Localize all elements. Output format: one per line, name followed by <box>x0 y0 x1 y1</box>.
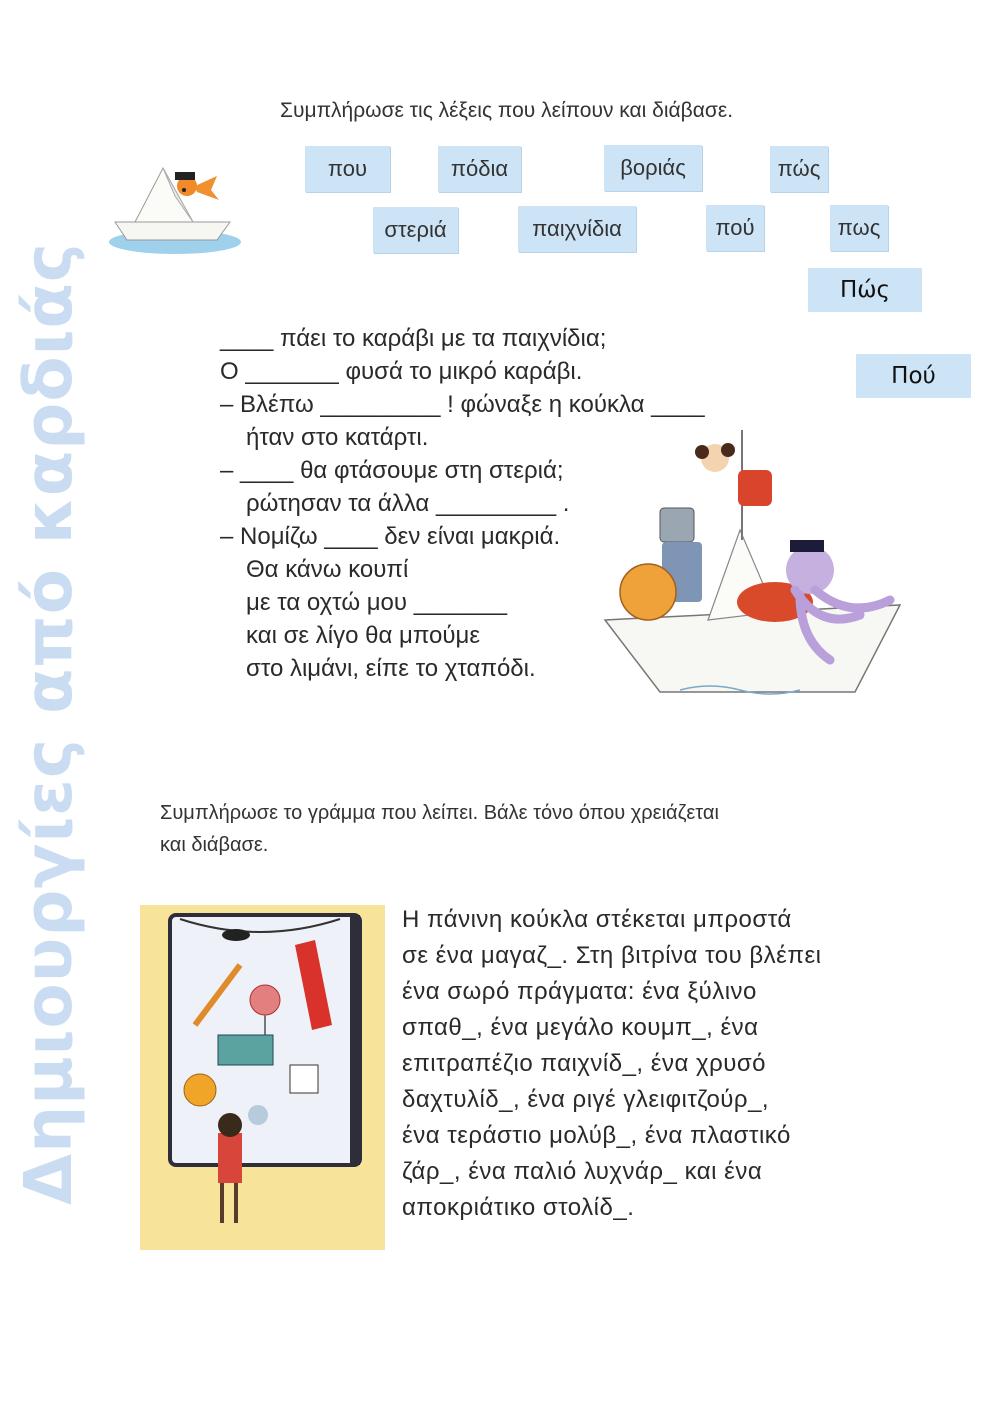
side-title: Δημιουργίες από καρδιάς <box>10 242 87 1205</box>
poem-line: στο λιμάνι, είπε το χταπόδι. <box>246 655 536 682</box>
answer-chip[interactable]: Πού <box>856 354 971 398</box>
poem-line: ήταν στο κατάρτι. <box>246 424 429 451</box>
word-chip[interactable]: παιχνίδια <box>518 206 636 252</box>
poem-line: – ____ θα φτάσουμε στη στεριά; <box>220 457 564 484</box>
answer-chip[interactable]: Πώς <box>808 268 922 312</box>
shop-window-illustration <box>140 905 385 1250</box>
shop-text <box>402 902 821 1226</box>
word-chip[interactable]: πώς <box>770 146 828 192</box>
poem-line: Θα κάνω κουπί <box>246 556 409 583</box>
poem-line: – Βλέπω _________ ! φώναξε η κούκλα ____ <box>220 391 705 418</box>
section1-instruction: Συμπλήρωσε τις λέξεις που λείπουν και διάβασε. <box>280 99 734 122</box>
text-line: ένα σωρό πράγματα: ένα ξύλινο <box>402 978 757 1005</box>
word-chip[interactable]: που <box>305 146 390 192</box>
word-chip[interactable]: πού <box>706 205 764 251</box>
word-chip[interactable]: πόδια <box>438 146 521 192</box>
poem-line: με τα οχτώ μου _______ <box>246 589 508 616</box>
text-line: αποκριάτικο στολίδ_. <box>402 1194 635 1221</box>
paper-boat-illustration <box>105 150 245 260</box>
text-line: ζάρ_, ένα παλιό λυχνάρ_ και ένα <box>402 1158 763 1185</box>
text-line: σπαθ_, ένα μεγάλο κουμπ_, ένα <box>402 1014 759 1041</box>
word-chip[interactable]: βοριάς <box>604 145 702 191</box>
poem-line: – Νομίζω ____ δεν είναι μακριά. <box>220 523 561 550</box>
text-line: σε ένα μαγαζ_. Στη βιτρίνα του βλέπει <box>402 942 822 969</box>
toy-boat-illustration <box>600 430 910 720</box>
text-line: επιτραπέζιο παιχνίδ_, ένα χρυσό <box>402 1050 767 1077</box>
text-line: ένα τεράστιο μολύβ_, ένα πλαστικό <box>402 1122 791 1149</box>
instruction-line: και διάβασε. <box>160 834 269 856</box>
poem-line: ρώτησαν τα άλλα _________ . <box>246 490 570 517</box>
poem-line: και σε λίγο θα μπούμε <box>246 622 481 649</box>
word-chip[interactable]: στεριά <box>373 207 458 253</box>
instruction-line: Συμπλήρωσε το γράμμα που λείπει. Βάλε τόνο όπου χρειάζεται <box>160 802 719 824</box>
text-line: Η πάνινη κούκλα στέκεται μπροστά <box>402 906 792 933</box>
text-line: δαχτυλίδ_, ένα ριγέ γλειφιτζούρ_, <box>402 1086 770 1113</box>
word-chip[interactable]: πως <box>830 205 888 251</box>
poem-line: ____ πάει το καράβι με τα παιχνίδια; <box>220 325 607 352</box>
section2-instruction <box>160 797 719 861</box>
poem-line: Ο _______ φυσά το μικρό καράβι. <box>220 358 583 385</box>
